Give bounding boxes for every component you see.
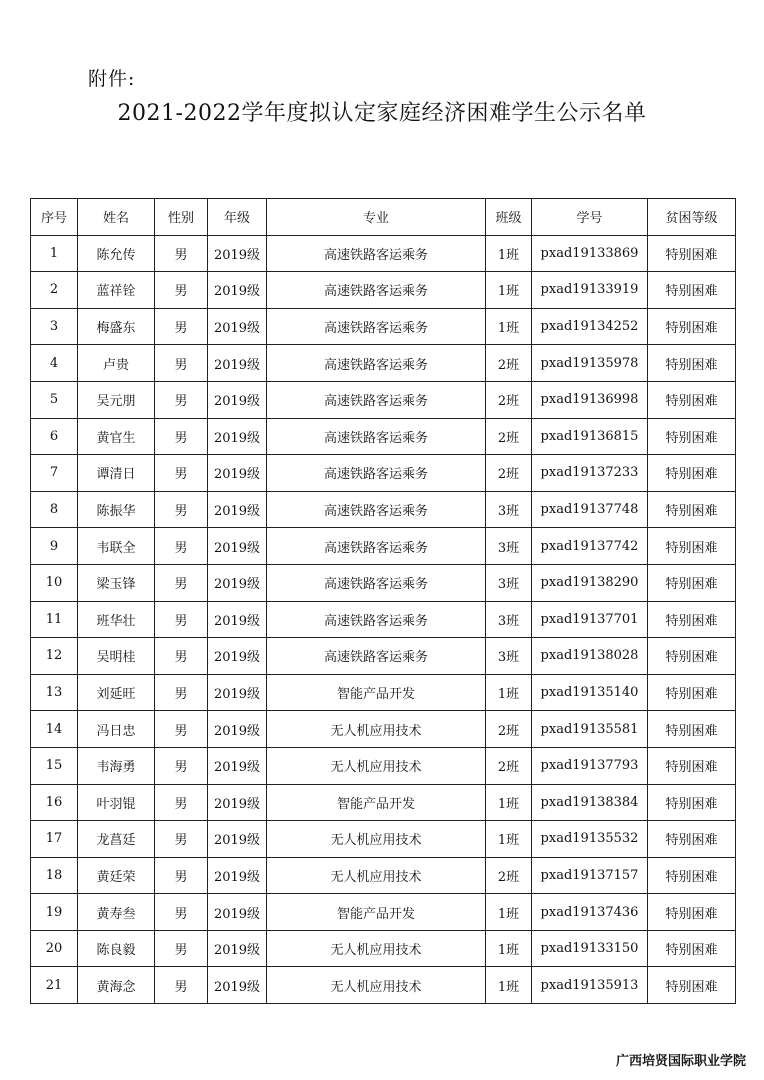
table-row [31,711,736,748]
column-header: 性别 [155,199,208,236]
attachment-label: 附件: [88,68,136,90]
table-row [31,491,736,528]
table-cell: 男 [155,674,208,711]
table-cell: 9 [31,528,78,565]
table-cell: 韦联全 [78,528,155,565]
table-cell: 黄海念 [78,967,155,1004]
table-cell: 2019级 [208,491,267,528]
table-cell: 特别困难 [648,308,736,345]
table-cell: 3班 [486,638,532,675]
table-cell: 2班 [486,455,532,492]
table-cell: 20 [31,930,78,967]
table-cell: 无人机应用技术 [267,930,486,967]
table-cell: 2019级 [208,235,267,272]
table-cell: pxad19135140 [532,674,648,711]
table-cell: pxad19133919 [532,272,648,309]
table-cell: 2班 [486,711,532,748]
table-cell: 特别困难 [648,491,736,528]
table-cell: 男 [155,564,208,601]
table-cell: 2019级 [208,821,267,858]
table-cell: 男 [155,601,208,638]
institution-name: 广西培贤国际职业学院 [615,1054,746,1069]
column-header: 专业 [267,199,486,236]
column-header: 序号 [31,199,78,236]
table-cell: 12 [31,638,78,675]
table-cell: 男 [155,747,208,784]
table-cell: 1班 [486,308,532,345]
table-cell: 21 [31,967,78,1004]
table-cell: 男 [155,455,208,492]
table-cell: 男 [155,308,208,345]
table-cell: 男 [155,711,208,748]
table-cell: 特别困难 [648,711,736,748]
table-cell: 1班 [486,967,532,1004]
table-cell: 智能产品开发 [267,894,486,931]
column-header: 贫困等级 [648,199,736,236]
table-row [31,894,736,931]
table-row [31,821,736,858]
table-row [31,857,736,894]
table-cell: 8 [31,491,78,528]
table-row [31,308,736,345]
table-cell: 5 [31,381,78,418]
table-cell: 男 [155,894,208,931]
table-cell: 7 [31,455,78,492]
table-cell: 高速铁路客运乘务 [267,345,486,382]
table-cell: 高速铁路客运乘务 [267,638,486,675]
table-cell: 16 [31,784,78,821]
table-cell: 特别困难 [648,601,736,638]
table-cell: 无人机应用技术 [267,747,486,784]
table-cell: 男 [155,235,208,272]
table-cell: 1班 [486,674,532,711]
column-header: 学号 [532,199,648,236]
table-cell: 高速铁路客运乘务 [267,418,486,455]
table-cell: 2019级 [208,564,267,601]
column-header: 年级 [208,199,267,236]
table-cell: 2019级 [208,784,267,821]
table-cell: 陈允传 [78,235,155,272]
table-row [31,528,736,565]
table-cell: 男 [155,345,208,382]
table-cell: 陈良毅 [78,930,155,967]
table-cell: 3班 [486,528,532,565]
table-cell: 13 [31,674,78,711]
table-cell: 2019级 [208,272,267,309]
table-cell: pxad19135978 [532,345,648,382]
table-cell: 特别困难 [648,455,736,492]
table-cell: 蓝祥铨 [78,272,155,309]
table-cell: 黄官生 [78,418,155,455]
table-cell: 特别困难 [648,528,736,565]
table-cell: 卢贵 [78,345,155,382]
table-cell: 特别困难 [648,272,736,309]
table-cell: 高速铁路客运乘务 [267,308,486,345]
table-body [31,235,736,1003]
table-cell: 高速铁路客运乘务 [267,272,486,309]
table-cell: 特别困难 [648,381,736,418]
table-cell: 班华壮 [78,601,155,638]
table-cell: 特别困难 [648,345,736,382]
table-cell: 谭清日 [78,455,155,492]
table-cell: 高速铁路客运乘务 [267,455,486,492]
table-cell: 3班 [486,491,532,528]
table-cell: 高速铁路客运乘务 [267,601,486,638]
table-cell: 特别困难 [648,930,736,967]
table-cell: 龙菖廷 [78,821,155,858]
table-row [31,784,736,821]
table-cell: 无人机应用技术 [267,711,486,748]
table-cell: 14 [31,711,78,748]
table-row [31,674,736,711]
table-cell: 刘延旺 [78,674,155,711]
table-row [31,455,736,492]
table-cell: 1班 [486,784,532,821]
table-cell: pxad19136815 [532,418,648,455]
column-header: 姓名 [78,199,155,236]
table-cell: 10 [31,564,78,601]
student-list-table [30,198,736,1004]
table-cell: 特别困难 [648,967,736,1004]
table-cell: 智能产品开发 [267,784,486,821]
table-cell: pxad19135532 [532,821,648,858]
table-cell: 智能产品开发 [267,674,486,711]
table-cell: 无人机应用技术 [267,857,486,894]
header-row [31,199,736,236]
table-row [31,601,736,638]
table-cell: 男 [155,967,208,1004]
table-cell: 2班 [486,747,532,784]
table-row [31,967,736,1004]
table-cell: pxad19137436 [532,894,648,931]
table-cell: 2 [31,272,78,309]
table-cell: 叶羽锟 [78,784,155,821]
table-cell: 特别困难 [648,784,736,821]
table-cell: 吴元朋 [78,381,155,418]
table-cell: 18 [31,857,78,894]
table-header [31,199,736,236]
table-cell: 2019级 [208,711,267,748]
table-cell: 2019级 [208,967,267,1004]
table-row [31,272,736,309]
table-cell: 2019级 [208,894,267,931]
table-cell: 特别困难 [648,821,736,858]
table-row [31,235,736,272]
table-cell: pxad19138028 [532,638,648,675]
table-row [31,564,736,601]
table-cell: 无人机应用技术 [267,821,486,858]
table-cell: 1班 [486,272,532,309]
table-cell: 1班 [486,930,532,967]
table-cell: 2019级 [208,857,267,894]
table-cell: pxad19137233 [532,455,648,492]
table-cell: 黄廷荣 [78,857,155,894]
table-cell: 高速铁路客运乘务 [267,381,486,418]
table-cell: 19 [31,894,78,931]
table-cell: 特别困难 [648,674,736,711]
table-cell: pxad19137748 [532,491,648,528]
table-cell: 3班 [486,601,532,638]
table-cell: 特别困难 [648,857,736,894]
table-cell: 特别困难 [648,564,736,601]
table-cell: 2019级 [208,674,267,711]
table-cell: 2019级 [208,308,267,345]
table-cell: 特别困难 [648,747,736,784]
table-cell: 高速铁路客运乘务 [267,235,486,272]
table-row [31,418,736,455]
table-cell: 2019级 [208,345,267,382]
table-row [31,747,736,784]
table-cell: 2019级 [208,528,267,565]
table-cell: 男 [155,784,208,821]
table-cell: 1 [31,235,78,272]
table-cell: pxad19137157 [532,857,648,894]
table-cell: 3班 [486,564,532,601]
table-cell: 梅盛东 [78,308,155,345]
table-cell: 无人机应用技术 [267,967,486,1004]
table-cell: 17 [31,821,78,858]
table-cell: 2019级 [208,381,267,418]
table-cell: 高速铁路客运乘务 [267,528,486,565]
column-header: 班级 [486,199,532,236]
table-row [31,930,736,967]
table-cell: 男 [155,638,208,675]
page-title: 2021-2022学年度拟认定家庭经济困难学生公示名单 [117,101,647,126]
table-cell: pxad19135913 [532,967,648,1004]
table-row [31,381,736,418]
table-cell: 3 [31,308,78,345]
table-cell: 15 [31,747,78,784]
table-cell: 男 [155,528,208,565]
table-cell: 梁玉锋 [78,564,155,601]
table-cell: 男 [155,930,208,967]
table-cell: pxad19138384 [532,784,648,821]
table-cell: 男 [155,857,208,894]
table-cell: 2019级 [208,638,267,675]
table-cell: 韦海勇 [78,747,155,784]
table-cell: 高速铁路客运乘务 [267,564,486,601]
table-cell: 2班 [486,857,532,894]
table-cell: 6 [31,418,78,455]
table-cell: 11 [31,601,78,638]
table-cell: pxad19138290 [532,564,648,601]
table-cell: 男 [155,491,208,528]
table-cell: 1班 [486,821,532,858]
table-cell: pxad19137793 [532,747,648,784]
table-row [31,345,736,382]
table-cell: 男 [155,381,208,418]
table-cell: 特别困难 [648,418,736,455]
table-cell: 吴明桂 [78,638,155,675]
table-cell: 冯日忠 [78,711,155,748]
table-cell: 2019级 [208,418,267,455]
table-cell: pxad19133150 [532,930,648,967]
table-cell: 4 [31,345,78,382]
table-cell: 2019级 [208,930,267,967]
table-cell: 2班 [486,418,532,455]
table-cell: pxad19137701 [532,601,648,638]
table-cell: 特别困难 [648,638,736,675]
table-cell: pxad19137742 [532,528,648,565]
table-cell: pxad19135581 [532,711,648,748]
table-cell: 男 [155,821,208,858]
table-cell: 1班 [486,235,532,272]
table-cell: 1班 [486,894,532,931]
table-cell: 特别困难 [648,894,736,931]
table-cell: pxad19136998 [532,381,648,418]
table-cell: pxad19134252 [532,308,648,345]
table-cell: 高速铁路客运乘务 [267,491,486,528]
table-cell: pxad19133869 [532,235,648,272]
table-cell: 男 [155,272,208,309]
table-cell: 2019级 [208,455,267,492]
table-cell: 2班 [486,345,532,382]
table-cell: 2班 [486,381,532,418]
table-cell: 2019级 [208,601,267,638]
table-cell: 2019级 [208,747,267,784]
table-cell: 黄寿叁 [78,894,155,931]
table-row [31,638,736,675]
table-cell: 陈振华 [78,491,155,528]
table-cell: 特别困难 [648,235,736,272]
table-cell: 男 [155,418,208,455]
